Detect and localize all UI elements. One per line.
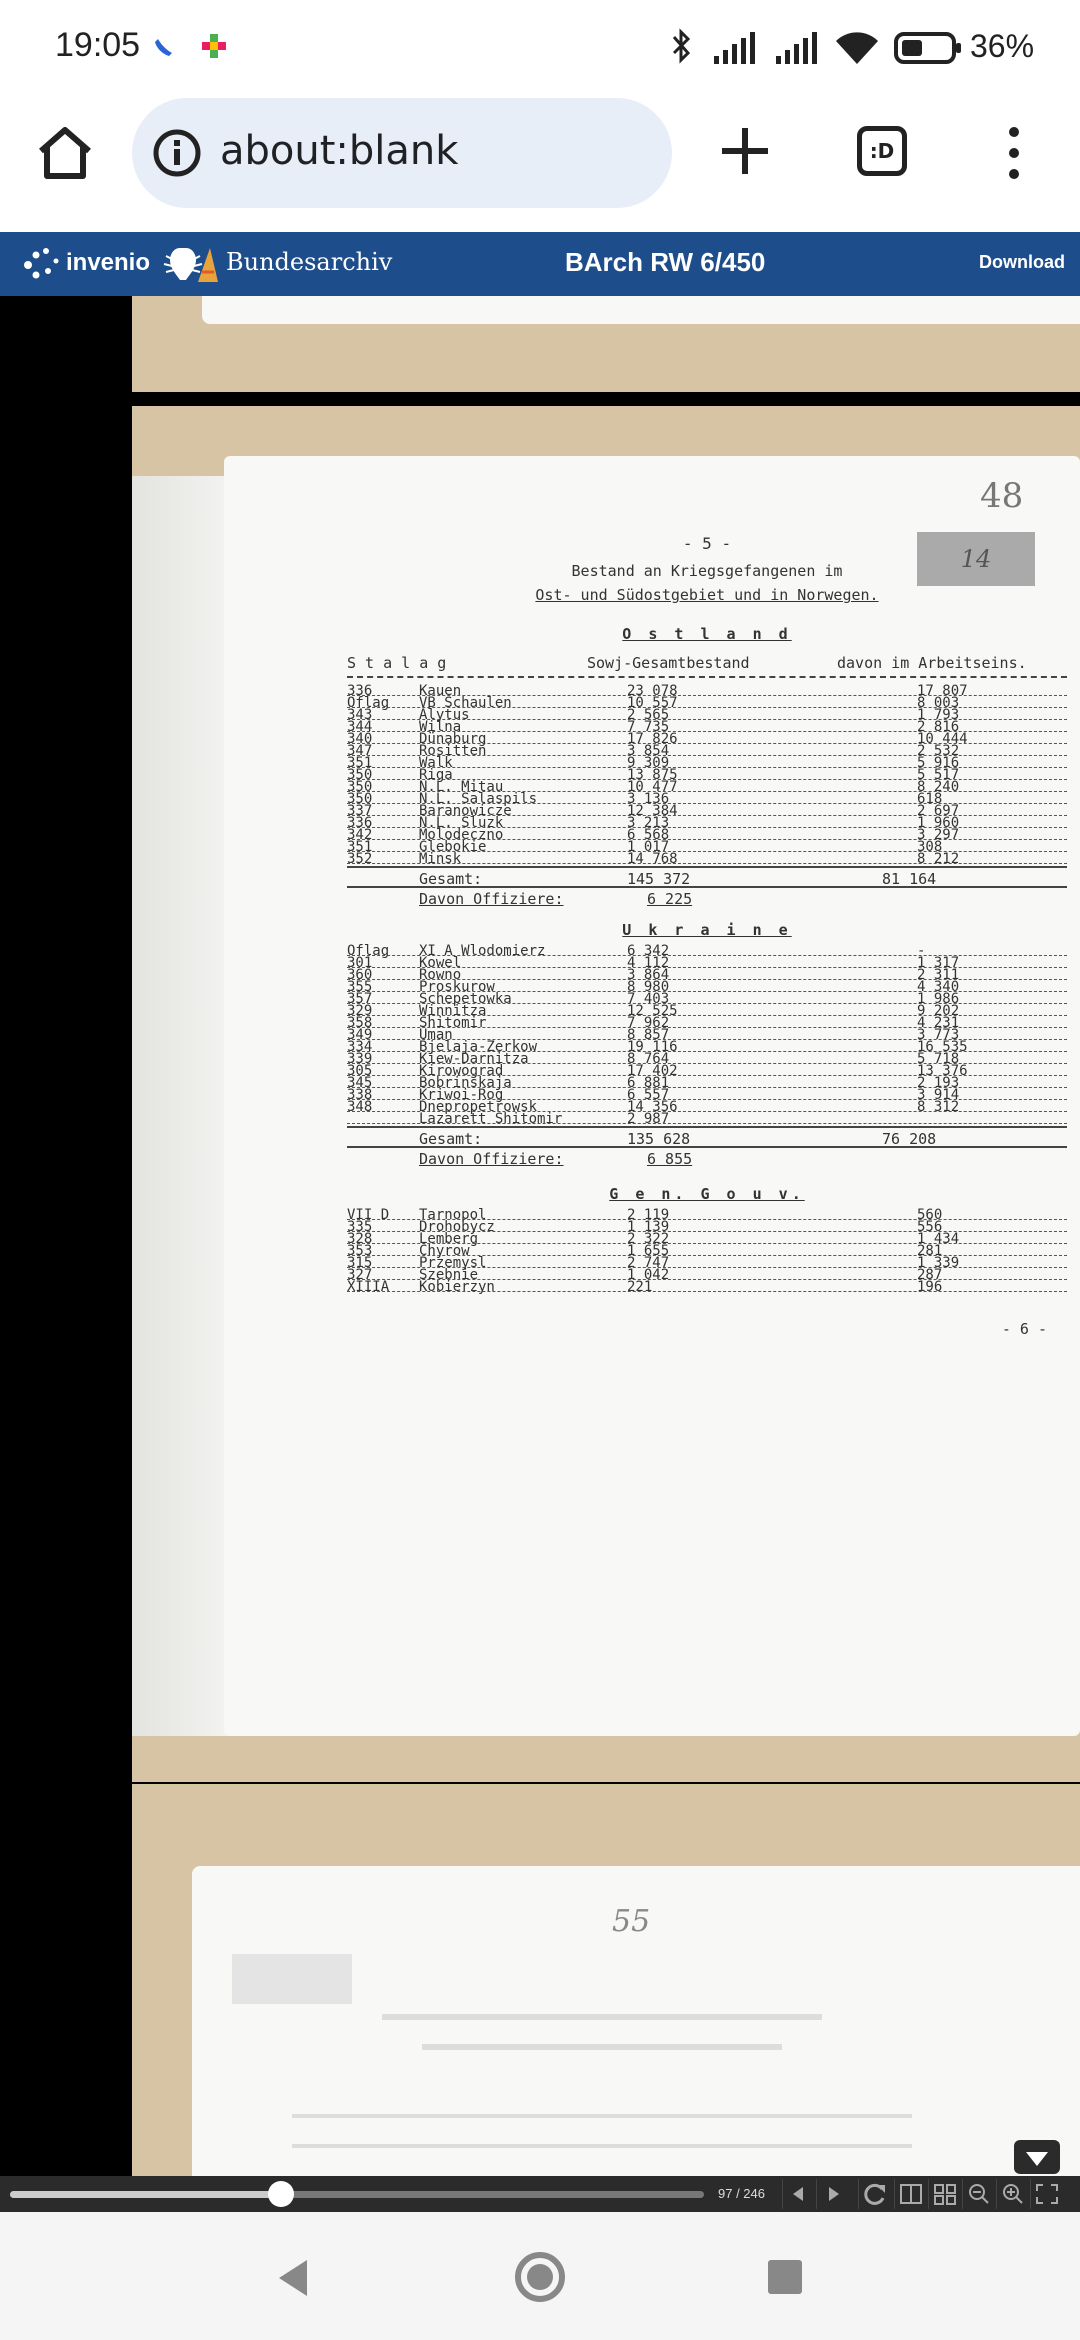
paper-sheet <box>202 296 1080 324</box>
table-cell: 6 557 <box>627 1087 670 1103</box>
total-row <box>347 1126 1067 1148</box>
table-cell: 335 <box>347 1219 373 1235</box>
table-cell: 2 322 <box>627 1231 670 1247</box>
document-viewer[interactable] <box>0 296 1080 2176</box>
table-cell: 1 960 <box>917 815 960 831</box>
triangle-left-icon <box>783 2179 815 2209</box>
column-header: S t a l a g <box>347 654 447 672</box>
table-row <box>347 755 1067 771</box>
table-cell: 328 <box>347 1231 373 1247</box>
table-cell: 344 <box>347 719 373 735</box>
table-cell: VB Schaulen <box>419 695 512 711</box>
paper-fold <box>132 476 232 1736</box>
table-cell: 301 <box>347 955 373 971</box>
table-cell: Molodeczno <box>419 827 504 843</box>
info-icon[interactable] <box>152 128 202 178</box>
table-cell: Schepetowka <box>419 991 512 1007</box>
table-cell: 12 525 <box>627 1003 678 1019</box>
table-cell: 221 <box>627 1279 653 1295</box>
table-cell: 353 <box>347 1243 373 1259</box>
table-cell: 7 735 <box>627 719 670 735</box>
viewer-controls <box>0 2176 1080 2212</box>
rotate-icon <box>859 2179 891 2209</box>
table-cell: XI A Wlodomierz <box>419 943 546 959</box>
previous-page-button[interactable] <box>782 2179 814 2209</box>
table-cell: Proskurow <box>419 979 495 995</box>
table-cell: Kriwoi-Rog <box>419 1087 504 1103</box>
table-cell: 336 <box>347 683 373 699</box>
table-cell: 12 384 <box>627 803 678 819</box>
chevron-down-icon <box>1014 2140 1060 2174</box>
single-page-view-button[interactable] <box>894 2179 926 2209</box>
table-cell: 3 213 <box>627 815 670 831</box>
url-text[interactable]: about:blank <box>220 128 459 174</box>
section-rows <box>347 683 1067 867</box>
table-cell: Riga <box>419 767 453 783</box>
table-cell: 315 <box>347 1255 373 1271</box>
table-cell: Kobierzyn <box>419 1279 495 1295</box>
table-cell: 329 <box>347 1003 373 1019</box>
doc-title-line2: Ost- und Südostgebiet und in Norwegen. <box>535 586 879 604</box>
table-cell: 327 <box>347 1267 373 1283</box>
table-cell: Walk <box>419 755 453 771</box>
table-cell: Winnitza <box>419 1003 487 1019</box>
bundesarchiv-eagle-icon <box>160 242 220 288</box>
table-cell: 14 768 <box>627 851 678 867</box>
current-page-image[interactable] <box>132 406 1080 1782</box>
table-cell: 14 356 <box>627 1099 678 1115</box>
next-page-button[interactable] <box>816 2179 848 2209</box>
table-cell: 7 962 <box>627 1015 670 1031</box>
table-cell: 6 881 <box>627 1075 670 1091</box>
app-notification-icon <box>200 32 228 60</box>
table-cell: 618 <box>917 791 943 807</box>
stamp-note: 14 <box>917 532 1035 586</box>
status-bar <box>0 0 1080 96</box>
table-cell: 305 <box>347 1063 373 1079</box>
table-cell: 281 <box>917 1243 943 1259</box>
page-slider-handle[interactable] <box>268 2181 294 2207</box>
table-cell: 2 697 <box>917 803 960 819</box>
table-cell: 352 <box>347 851 373 867</box>
table-cell: 351 <box>347 755 373 771</box>
bluetooth-icon <box>670 28 694 64</box>
table-cell: 337 <box>347 803 373 819</box>
table-cell: 350 <box>347 779 373 795</box>
table-row <box>347 743 1067 759</box>
footer-marker: - 6 - <box>1001 1320 1047 1338</box>
table-cell: 17 807 <box>917 683 968 699</box>
table-cell: Tarnopol <box>419 1207 487 1223</box>
faded-text-line <box>292 2114 912 2118</box>
battery-icon <box>894 30 964 66</box>
page-slider[interactable] <box>10 2191 704 2198</box>
total-work: 76 208 <box>882 1130 937 1148</box>
table-cell: 9 202 <box>917 1003 960 1019</box>
page-number: 55 <box>612 1904 651 1939</box>
table-cell: 19 116 <box>627 1039 678 1055</box>
table-cell: 7 403 <box>627 991 670 1007</box>
page-slider-fill <box>10 2191 281 2198</box>
officers-row <box>347 1148 1067 1168</box>
faded-stamp <box>232 1954 352 2004</box>
table-cell: 338 <box>347 1087 373 1103</box>
table-cell: 349 <box>347 1027 373 1043</box>
table-cell: Lemberg <box>419 1231 479 1247</box>
next-page-image[interactable] <box>132 1784 1080 2176</box>
table-cell: Bobrinskaja <box>419 1075 512 1091</box>
table-cell: 360 <box>347 967 373 983</box>
table-cell: 308 <box>917 839 943 855</box>
table-cell: N.L. Mitau <box>419 779 504 795</box>
url-bar[interactable] <box>132 98 672 208</box>
column-header: Sowj-Gesamtbestand <box>587 654 750 672</box>
table-cell: Drohobycz <box>419 1219 495 1235</box>
triangle-right-icon <box>817 2179 849 2209</box>
table-cell: 2 747 <box>627 1255 670 1271</box>
table-cell: 334 <box>347 1039 373 1055</box>
table-cell: 1 986 <box>917 991 960 1007</box>
table-row <box>347 851 1067 867</box>
table-cell: 339 <box>347 1051 373 1067</box>
table-cell: 350 <box>347 767 373 783</box>
table-cell: 3 773 <box>917 1027 960 1043</box>
table-cell: Wilna <box>419 719 462 735</box>
table-cell: 8 764 <box>627 1051 670 1067</box>
table-cell: 10 557 <box>627 695 678 711</box>
zoom-in-button[interactable] <box>996 2179 1028 2209</box>
table-cell: 345 <box>347 1075 373 1091</box>
table-cell: 8 240 <box>917 779 960 795</box>
table-cell: 196 <box>917 1279 943 1295</box>
zoom-out-icon <box>963 2179 995 2209</box>
document-title: BArch RW 6/450 <box>565 247 766 277</box>
collapse-toolbar-button[interactable] <box>1014 2140 1060 2174</box>
table-cell: Kowel <box>419 955 462 971</box>
system-nav-bar <box>0 2212 1080 2340</box>
section-heading: U k r a i n e <box>622 921 792 939</box>
grid-icon <box>929 2179 961 2209</box>
table-cell: 5 718 <box>917 1051 960 1067</box>
previous-page-image[interactable] <box>132 296 1080 392</box>
total-sum: 145 372 <box>627 870 691 888</box>
officers-value: 6 855 <box>647 1150 693 1168</box>
table-cell: 23 078 <box>627 683 678 699</box>
page-counter: 97 / 246 <box>718 2186 765 2201</box>
table-cell: 340 <box>347 731 373 747</box>
wifi-icon <box>834 30 880 66</box>
table-cell: 10 444 <box>917 731 968 747</box>
table-cell: 1 042 <box>627 1267 670 1283</box>
table-cell: Chyrow <box>419 1243 470 1259</box>
table-cell: 3 914 <box>917 1087 960 1103</box>
fullscreen-button[interactable] <box>1030 2179 1080 2209</box>
download-button[interactable]: Download <box>979 252 1065 272</box>
new-tab-icon[interactable] <box>718 124 772 178</box>
table-cell: Przemysl <box>419 1255 487 1271</box>
table-cell: N.L. Sluzk <box>419 815 504 831</box>
total-label: Gesamt: <box>419 1130 483 1148</box>
battery-percent: 36% <box>970 28 1035 64</box>
table-cell: 358 <box>347 1015 373 1031</box>
table-cell: 10 477 <box>627 779 678 795</box>
status-time: 19:05 <box>55 26 141 64</box>
table-cell: 1 339 <box>917 1255 960 1271</box>
table-cell: Lazarett Shitomir <box>419 1111 563 1127</box>
table-cell: VII D <box>347 1207 390 1223</box>
table-cell: 351 <box>347 839 373 855</box>
table-cell: 4 231 <box>917 1015 960 1031</box>
table-cell: 2 119 <box>627 1207 670 1223</box>
table-cell: Kirowograd <box>419 1063 504 1079</box>
book-view-icon <box>895 2179 927 2209</box>
brand-name: invenio <box>66 249 151 276</box>
table-cell: Rositten <box>419 743 487 759</box>
table-cell: Dünaburg <box>419 731 487 747</box>
table-cell: 556 <box>917 1219 943 1235</box>
table-cell: 8 857 <box>627 1027 670 1043</box>
table-cell: 2 532 <box>917 743 960 759</box>
table-cell: 1 655 <box>627 1243 670 1259</box>
table-cell: 347 <box>347 743 373 759</box>
tab-switcher-button[interactable]: :D <box>857 126 907 176</box>
table-cell: Alytus <box>419 707 470 723</box>
table-cell: 8 980 <box>627 979 670 995</box>
table-cell: 8 312 <box>917 1099 960 1115</box>
table-cell: Oflag <box>347 695 390 711</box>
table-cell: 343 <box>347 707 373 723</box>
table-row <box>347 1015 1067 1031</box>
table-cell: 3 864 <box>627 967 670 983</box>
table-cell: 2 987 <box>627 1111 670 1127</box>
faded-text-line <box>422 2044 782 2050</box>
archive-name: Bundesarchiv <box>226 248 393 276</box>
table-cell: 355 <box>347 979 373 995</box>
table-cell: 3 136 <box>627 791 670 807</box>
invenio-logo-icon <box>22 247 62 283</box>
section-rows <box>347 943 1067 1127</box>
table-cell: 6 568 <box>627 827 670 843</box>
signal-icon <box>712 32 758 64</box>
recent-apps-button[interactable] <box>768 2260 802 2294</box>
total-label: Gesamt: <box>419 870 483 888</box>
officers-value: 6 225 <box>647 890 693 908</box>
total-sum: 135 628 <box>627 1130 691 1148</box>
table-cell: 5 517 <box>917 767 960 783</box>
table-cell: 4 340 <box>917 979 960 995</box>
table-cell: 17 826 <box>627 731 678 747</box>
table-cell: - <box>917 943 926 959</box>
table-cell: 350 <box>347 791 373 807</box>
table-cell: Dnepropetrowsk <box>419 1099 538 1115</box>
table-cell: Shitomir <box>419 1015 487 1031</box>
section-rows <box>347 1207 1067 1295</box>
table-cell: 9 309 <box>627 755 670 771</box>
table-cell: 2 311 <box>917 967 960 983</box>
table-cell: XIIIA <box>347 1279 390 1295</box>
table-cell: Kiew-Darnitza <box>419 1051 529 1067</box>
column-header: davon im Arbeitseins. <box>837 654 1027 672</box>
table-cell: 1 139 <box>627 1219 670 1235</box>
table-cell: 3 297 <box>917 827 960 843</box>
table-cell: 342 <box>347 827 373 843</box>
table-cell: 560 <box>917 1207 943 1223</box>
fullscreen-icon <box>1031 2179 1063 2209</box>
table-cell: 6 342 <box>627 943 670 959</box>
table-cell: 2 816 <box>917 719 960 735</box>
table-cell: 1 017 <box>627 839 670 855</box>
doc-title-line1: Bestand an Kriegsgefangenen im <box>571 562 843 580</box>
table-cell: Minsk <box>419 851 462 867</box>
table-cell: 336 <box>347 815 373 831</box>
officers-label: Davon Offiziere: <box>419 890 564 908</box>
faded-text-line <box>292 2144 912 2148</box>
home-button[interactable] <box>515 2252 565 2302</box>
page-marker: - 5 - <box>682 534 732 553</box>
table-cell: 2 193 <box>917 1075 960 1091</box>
browser-toolbar <box>0 96 1080 232</box>
table-cell: 4 112 <box>627 955 670 971</box>
table-cell: 1 793 <box>917 707 960 723</box>
column-header-row <box>347 648 1067 678</box>
table-cell: 357 <box>347 991 373 1007</box>
section-heading: G e n. G o u v. <box>609 1185 805 1203</box>
table-cell: Oflag <box>347 943 390 959</box>
table-cell: Kauen <box>419 683 462 699</box>
table-cell: Szebnie <box>419 1267 479 1283</box>
total-row <box>347 866 1067 888</box>
faded-text-line <box>382 2014 822 2020</box>
table-cell: Glebokie <box>419 839 487 855</box>
table-cell: 348 <box>347 1099 373 1115</box>
grid-view-button[interactable] <box>928 2179 960 2209</box>
table-cell: Baranowicze <box>419 803 512 819</box>
officers-row <box>347 888 1067 908</box>
home-icon[interactable] <box>36 124 94 182</box>
table-row <box>347 1279 1067 1295</box>
table-cell: 3 854 <box>627 743 670 759</box>
table-cell: 2 565 <box>627 707 670 723</box>
table-cell: 17 402 <box>627 1063 678 1079</box>
section-heading: O s t l a n d <box>622 625 792 643</box>
overflow-menu-icon[interactable] <box>1000 126 1028 180</box>
signal-icon <box>774 32 820 64</box>
table-cell: 16 535 <box>917 1039 968 1055</box>
table-cell: 13 376 <box>917 1063 968 1079</box>
table-cell: 8 003 <box>917 695 960 711</box>
table-cell: 1 317 <box>917 955 960 971</box>
phone-call-icon <box>152 36 176 60</box>
table-cell: 5 916 <box>917 755 960 771</box>
table-cell: Rowno <box>419 967 462 983</box>
page-number: 48 <box>980 476 1024 516</box>
document-text <box>347 534 1067 1338</box>
total-work: 81 164 <box>882 870 937 888</box>
table-cell: Bjelaja-Zerkow <box>419 1039 538 1055</box>
back-icon[interactable] <box>275 2258 311 2298</box>
rotate-button[interactable] <box>858 2179 890 2209</box>
table-cell: 8 212 <box>917 851 960 867</box>
officers-label: Davon Offiziere: <box>419 1150 564 1168</box>
table-cell: N.L. Salaspils <box>419 791 538 807</box>
zoom-in-icon <box>997 2179 1029 2209</box>
zoom-out-button[interactable] <box>962 2179 994 2209</box>
table-row <box>347 1111 1067 1127</box>
table-cell: 13 875 <box>627 767 678 783</box>
table-cell: 287 <box>917 1267 943 1283</box>
table-cell: Uman <box>419 1027 453 1043</box>
viewer-header <box>0 232 1080 296</box>
table-cell: 1 434 <box>917 1231 960 1247</box>
